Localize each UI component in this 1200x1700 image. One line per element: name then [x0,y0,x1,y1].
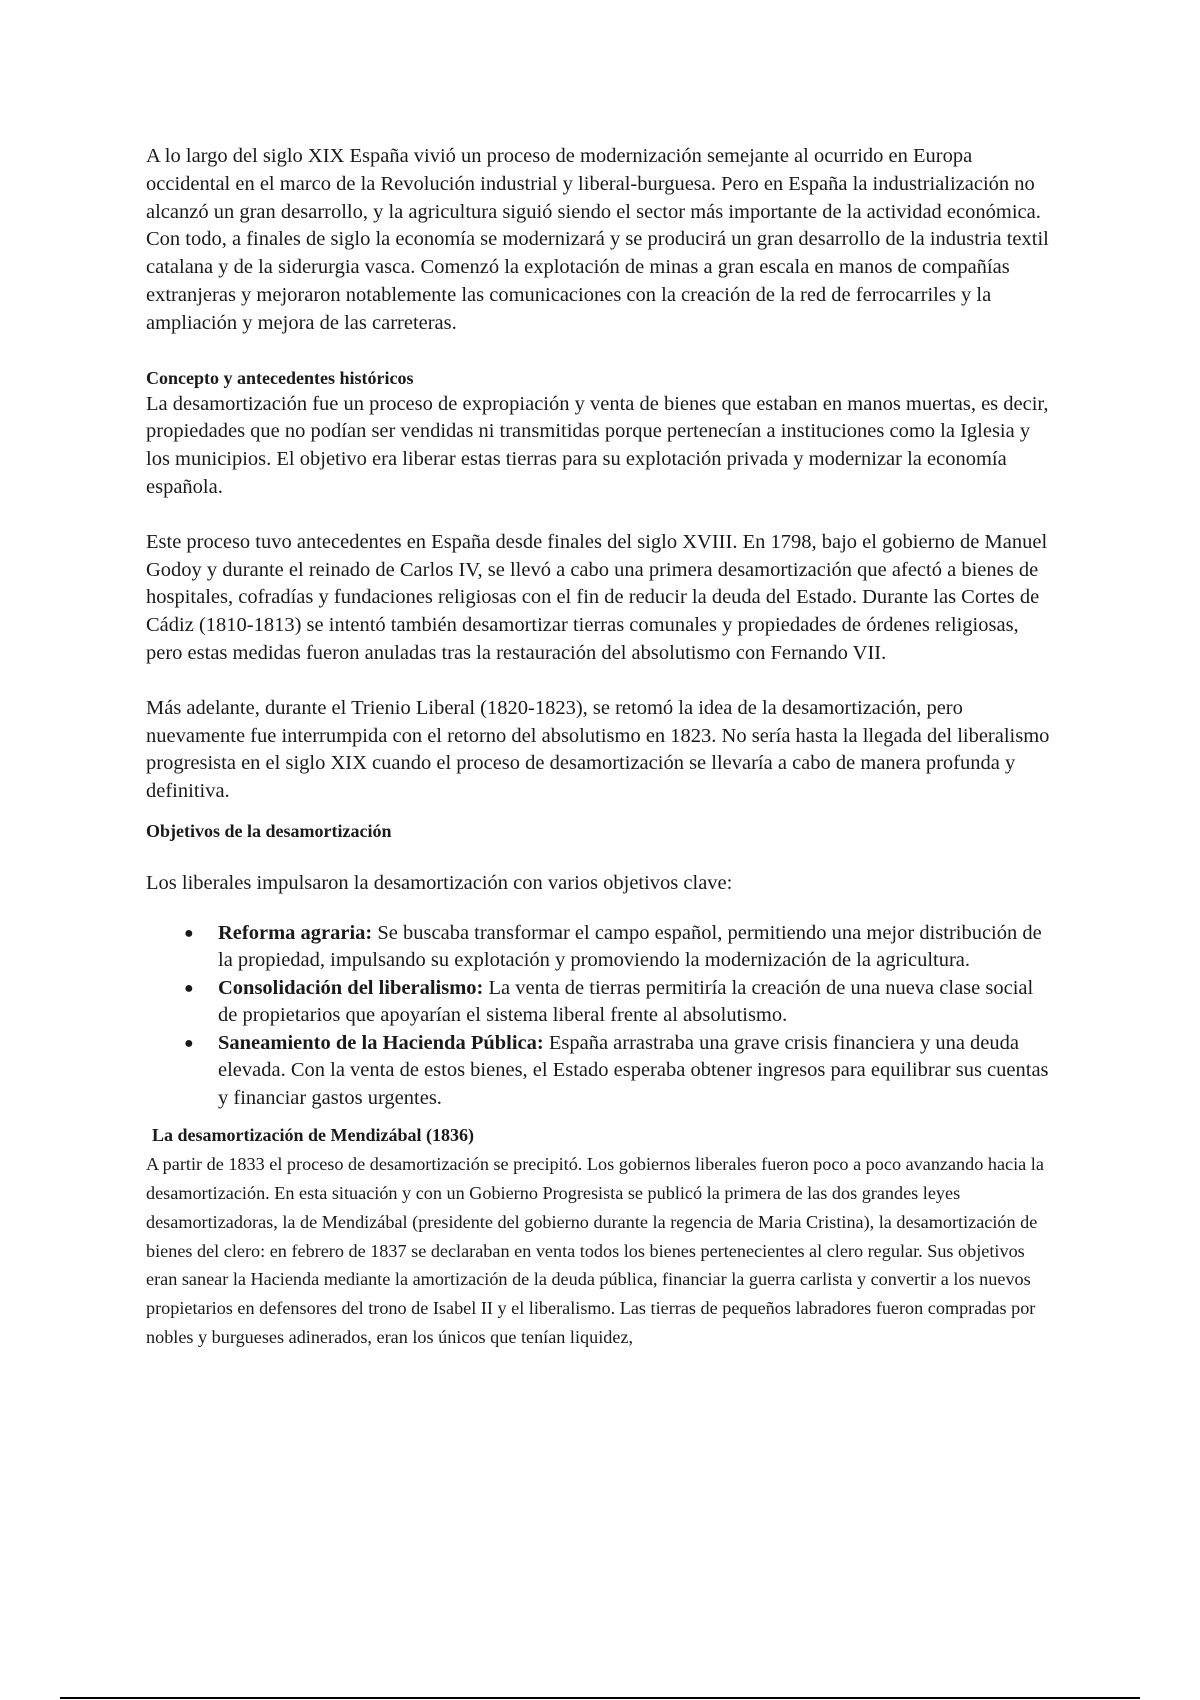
list-item-title: Consolidación del liberalismo: [218,976,484,999]
section-heading-mendizabal: La desamortización de Mendizábal (1836) [152,1125,474,1146]
paragraph-trienio-liberal: Más adelante, durante el Trienio Liberal (1820-1823), se retomó la idea de la desamortización, pero nuevamente fue interrumpida con el retorno del absolutismo en 1823. No sería hasta la llegada del liberalismo progresista en el siglo XIX cuando el proceso de desamortización se llevaría a cabo de manera profunda y definitiva. [146,696,1050,803]
bullet-icon: ● [184,1034,194,1052]
document-page [146,143,1056,1352]
list-item-text: Se buscaba transformar el campo español, permitiendo una mejor distribución de la propiedad, impulsando su explotación y promoviendo la modernización de la agricultura. [218,921,1042,972]
list-item [184,920,1056,975]
bullet-icon: ● [184,979,194,997]
list-item-text: España arrastraba una grave crisis financiera y una deuda elevada. Con la venta de estos bienes, el Estado esperaba obtener ingresos para equilibrar sus cuentas y financiar gastos urgentes. [218,1031,1049,1109]
list-item [184,1030,1056,1113]
list-item-text: La venta de tierras permitiría la creación de una nueva clase social de propietarios que apoyarían el sistema liberal frente al absolutismo. [218,976,1034,1027]
list-item-title: Reforma agraria: [218,921,373,944]
objetivos-lead: Los liberales impulsaron la desamortización con varios objetivos clave: [146,871,733,894]
bullet-icon: ● [184,924,194,942]
section-heading-concepto: Concepto y antecedentes históricos [146,367,414,388]
intro-paragraph: A lo largo del siglo XIX España vivió un proceso de modernización semejante al ocurrido en Europa occidental en el marco de la Revolución industrial y liberal-burguesa. Pero en España la industrialización no alcanzó un gran desarrollo, y la agricultura siguió siendo el sector más importante de la actividad económica. Con todo, a finales de siglo la economía se modernizará y se producirá un gran desarrollo de la industria textil catalana y de la siderurgia vasca. Comenzó la explotación de minas a gran escala en manos de compañías extranjeras y mejoraron notablemente las comunicaciones con la creación de la red de ferrocarriles y la ampliación y mejora de las carreteras. [146,145,1049,334]
section-heading-objetivos: Objetivos de la desamortización [146,820,392,841]
list-item [184,975,1056,1030]
page-bottom-rule [60,1697,1140,1699]
paragraph-antecedentes: Este proceso tuvo antecedentes en España desde finales del siglo XVIII. En 1798, bajo el gobierno de Manuel Godoy y durante el reinado de Carlos IV, se llevó a cabo una primera desamortización que afectó a bienes de hospitales, cofradías y fundaciones religiosas con el fin de reducir la deuda del Estado. Durante las Cortes de Cádiz (1810-1813) se intentó también desamortizar tierras comunales y propiedades de órdenes religiosas, pero estas medidas fueron anuladas tras la restauración del absolutismo con Fernando VII. [146,530,1048,664]
objetivos-list [146,920,1056,1113]
list-item-title: Saneamiento de la Hacienda Pública: [218,1031,544,1054]
paragraph-definicion: La desamortización fue un proceso de expropiación y venta de bienes que estaban en manos muertas, es decir, propiedades que no podían ser vendidas ni transmitidas porque pertenecían a instituciones como la Iglesia y los municipios. El objetivo era liberar estas tierras para su explotación privada y modernizar la economía española. [146,392,1049,498]
paragraph-mendizabal: A partir de 1833 el proceso de desamortización se precipitó. Los gobiernos liberales fueron poco a poco avanzando hacia la desamortización. En esta situación y con un Gobierno Progresista se publicó la primera de las dos grandes leyes desamortizadoras, la de Mendizábal (presidente del gobierno durante la regencia de Maria Cristina), la desamortización de bienes del clero: en febrero de 1837 se declaraban en venta todos los bienes pertenecientes al clero regular. Sus objetivos eran sanear la Hacienda mediante la amortización de la deuda pública, financiar la guerra carlista y convertir a los nuevos propietarios en defensores del trono de Isabel II y el liberalismo. Las tierras de pequeños labradores fueron compradas por nobles y burgueses adinerados, eran los únicos que tenían liquidez, [146,1154,1044,1348]
